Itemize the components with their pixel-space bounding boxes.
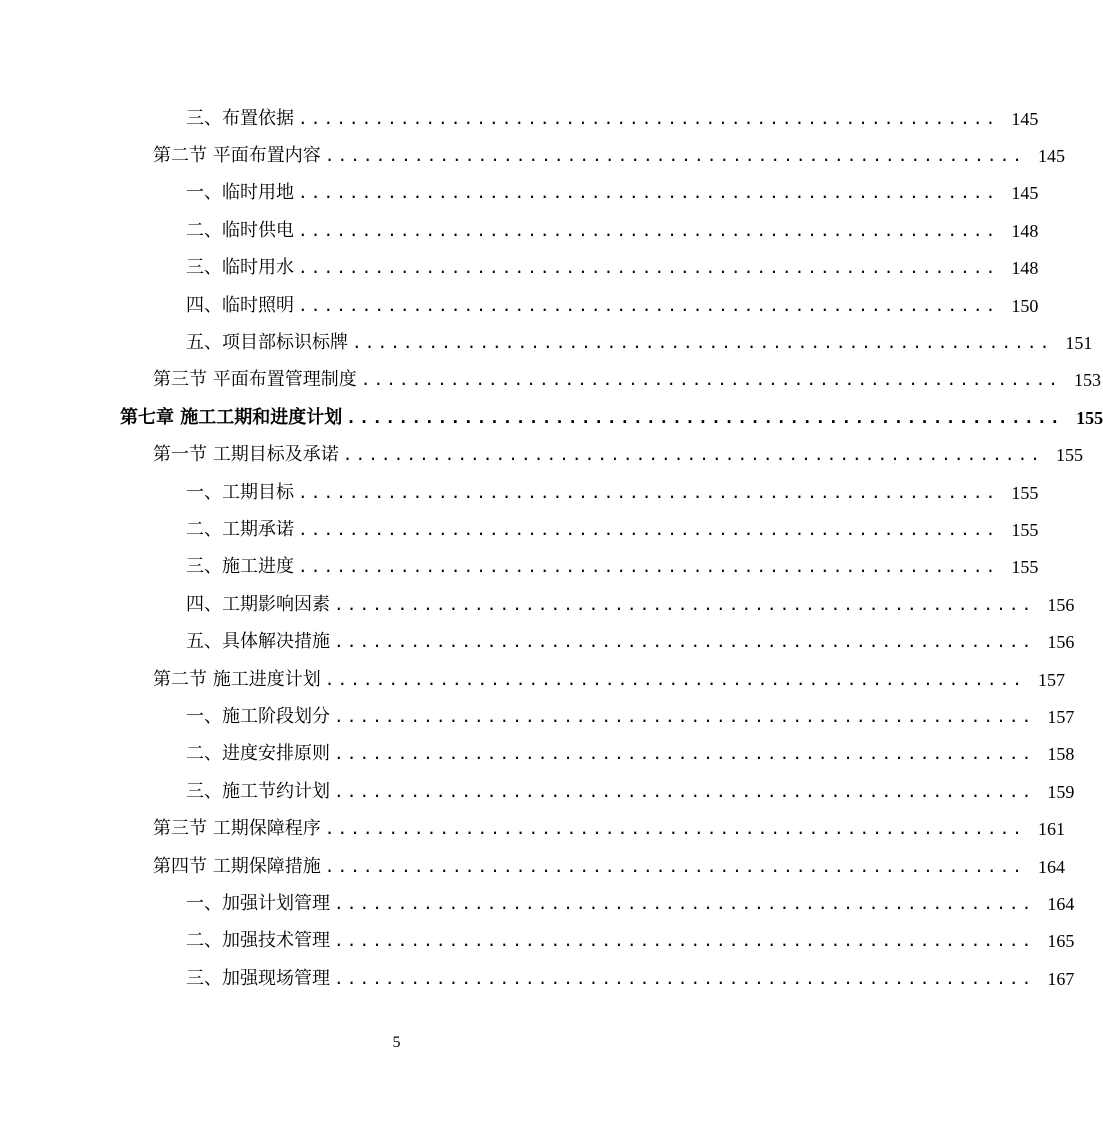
toc-entry — [0, 100, 1039, 137]
toc-entry-title: 二、工期承诺 — [186, 518, 294, 540]
toc-entry-title: 一、施工阶段划分 — [186, 705, 330, 727]
toc-entry-title: 二、进度安排原则 — [186, 743, 330, 765]
toc-entry-page: 150 — [1011, 295, 1039, 316]
dot-leader: ....................................................... — [334, 594, 1035, 614]
toc-entry-title: 第七章 施工工期和进度计划 — [120, 406, 343, 428]
toc-entry — [0, 885, 1075, 922]
dot-leader: ....................................................... — [334, 893, 1035, 913]
dot-leader: ....................................................... — [334, 968, 1035, 988]
toc-entry-page: 155 — [1056, 445, 1084, 466]
toc-entry-title: 三、加强现场管理 — [186, 967, 330, 989]
table-of-contents — [0, 100, 1103, 997]
toc-entry-title: 二、加强技术管理 — [186, 930, 330, 952]
dot-leader: ....................................................... — [342, 445, 1044, 465]
toc-entry — [0, 848, 1066, 885]
toc-entry-page: 167 — [1047, 968, 1075, 989]
toc-entry-title: 第四节 工期保障措施 — [153, 855, 321, 877]
toc-entry-title: 三、布置依据 — [186, 107, 294, 129]
toc-entry-page: 155 — [1076, 407, 1103, 428]
dot-leader: ....................................................... — [334, 706, 1035, 726]
toc-entry-page: 157 — [1038, 669, 1066, 690]
toc-entry-page: 157 — [1047, 706, 1075, 727]
toc-entry — [0, 698, 1075, 735]
page-number: 5 — [392, 1034, 401, 1051]
toc-entry — [0, 437, 1084, 474]
dot-leader: ....................................................... — [334, 931, 1035, 951]
dot-leader: ....................................................... — [298, 220, 999, 240]
dot-leader: ....................................................... — [298, 482, 999, 502]
toc-entry — [0, 250, 1039, 287]
toc-entry — [0, 773, 1075, 810]
toc-entry-page: 153 — [1074, 370, 1102, 391]
toc-entry-title: 二、临时供电 — [186, 219, 294, 241]
toc-entry-title: 第三节 平面布置管理制度 — [153, 369, 357, 391]
dot-leader: ....................................................... — [298, 519, 999, 539]
toc-entry-page: 164 — [1047, 893, 1075, 914]
toc-entry — [0, 137, 1066, 174]
dot-leader: ....................................................... — [298, 258, 999, 278]
toc-entry-page: 145 — [1011, 108, 1039, 129]
toc-entry-title: 第三节 工期保障程序 — [153, 818, 321, 840]
dot-leader: ....................................................... — [324, 819, 1026, 839]
dot-leader: ....................................................... — [324, 146, 1026, 166]
toc-entry-title: 四、临时照明 — [186, 294, 294, 316]
toc-entry-title: 三、施工节约计划 — [186, 780, 330, 802]
toc-entry — [0, 623, 1075, 660]
toc-entry-title: 三、临时用水 — [186, 257, 294, 279]
toc-entry-title: 一、临时用地 — [186, 182, 294, 204]
dot-leader: ....................................................... — [334, 744, 1035, 764]
toc-entry-title: 一、工期目标 — [186, 481, 294, 503]
dot-leader: ....................................................... — [352, 333, 1053, 353]
toc-entry — [0, 586, 1075, 623]
toc-entry — [0, 175, 1039, 212]
toc-entry-page: 156 — [1047, 632, 1075, 653]
toc-entry-page: 145 — [1038, 146, 1066, 167]
toc-entry — [0, 362, 1102, 399]
toc-entry-title: 四、工期影响因素 — [186, 593, 330, 615]
toc-entry-page: 156 — [1047, 594, 1075, 615]
dot-leader: ....................................................... — [324, 856, 1026, 876]
toc-entry-page: 155 — [1011, 557, 1039, 578]
toc-entry-title: 第一节 工期目标及承诺 — [153, 444, 339, 466]
dot-leader: ....................................................... — [298, 557, 999, 577]
toc-entry-page: 161 — [1038, 819, 1066, 840]
toc-entry — [0, 287, 1039, 324]
dot-leader: ....................................................... — [334, 632, 1035, 652]
dot-leader: ....................................................... — [298, 183, 999, 203]
toc-entry-title: 五、具体解决措施 — [186, 631, 330, 653]
toc-entry — [0, 324, 1093, 361]
dot-leader: ....................................................... — [324, 669, 1026, 689]
toc-entry-page: 165 — [1047, 931, 1075, 952]
toc-entry-page: 145 — [1011, 183, 1039, 204]
toc-entry-title: 第二节 施工进度计划 — [153, 668, 321, 690]
toc-entry — [0, 661, 1066, 698]
toc-chapter-entry — [0, 399, 1103, 436]
toc-entry-page: 164 — [1038, 856, 1066, 877]
toc-entry-title: 三、施工进度 — [186, 556, 294, 578]
toc-entry-page: 155 — [1011, 519, 1039, 540]
toc-entry-page: 158 — [1047, 744, 1075, 765]
toc-entry — [0, 736, 1075, 773]
toc-entry — [0, 810, 1066, 847]
dot-leader: ....................................................... — [346, 407, 1064, 427]
dot-leader: ....................................................... — [334, 781, 1035, 801]
toc-entry-page: 159 — [1047, 781, 1075, 802]
toc-entry — [0, 923, 1075, 960]
toc-entry-title: 五、项目部标识标牌 — [186, 332, 348, 354]
toc-entry — [0, 960, 1075, 997]
toc-entry — [0, 474, 1039, 511]
toc-entry-page: 151 — [1065, 333, 1093, 354]
toc-entry — [0, 212, 1039, 249]
toc-entry-title: 第二节 平面布置内容 — [153, 145, 321, 167]
toc-entry-page: 155 — [1011, 482, 1039, 503]
toc-entry — [0, 549, 1039, 586]
dot-leader: ....................................................... — [298, 108, 999, 128]
toc-entry-page: 148 — [1011, 220, 1039, 241]
toc-entry — [0, 511, 1039, 548]
dot-leader: ....................................................... — [360, 370, 1062, 390]
toc-entry-page: 148 — [1011, 258, 1039, 279]
toc-entry-title: 一、加强计划管理 — [186, 892, 330, 914]
dot-leader: ....................................................... — [298, 295, 999, 315]
